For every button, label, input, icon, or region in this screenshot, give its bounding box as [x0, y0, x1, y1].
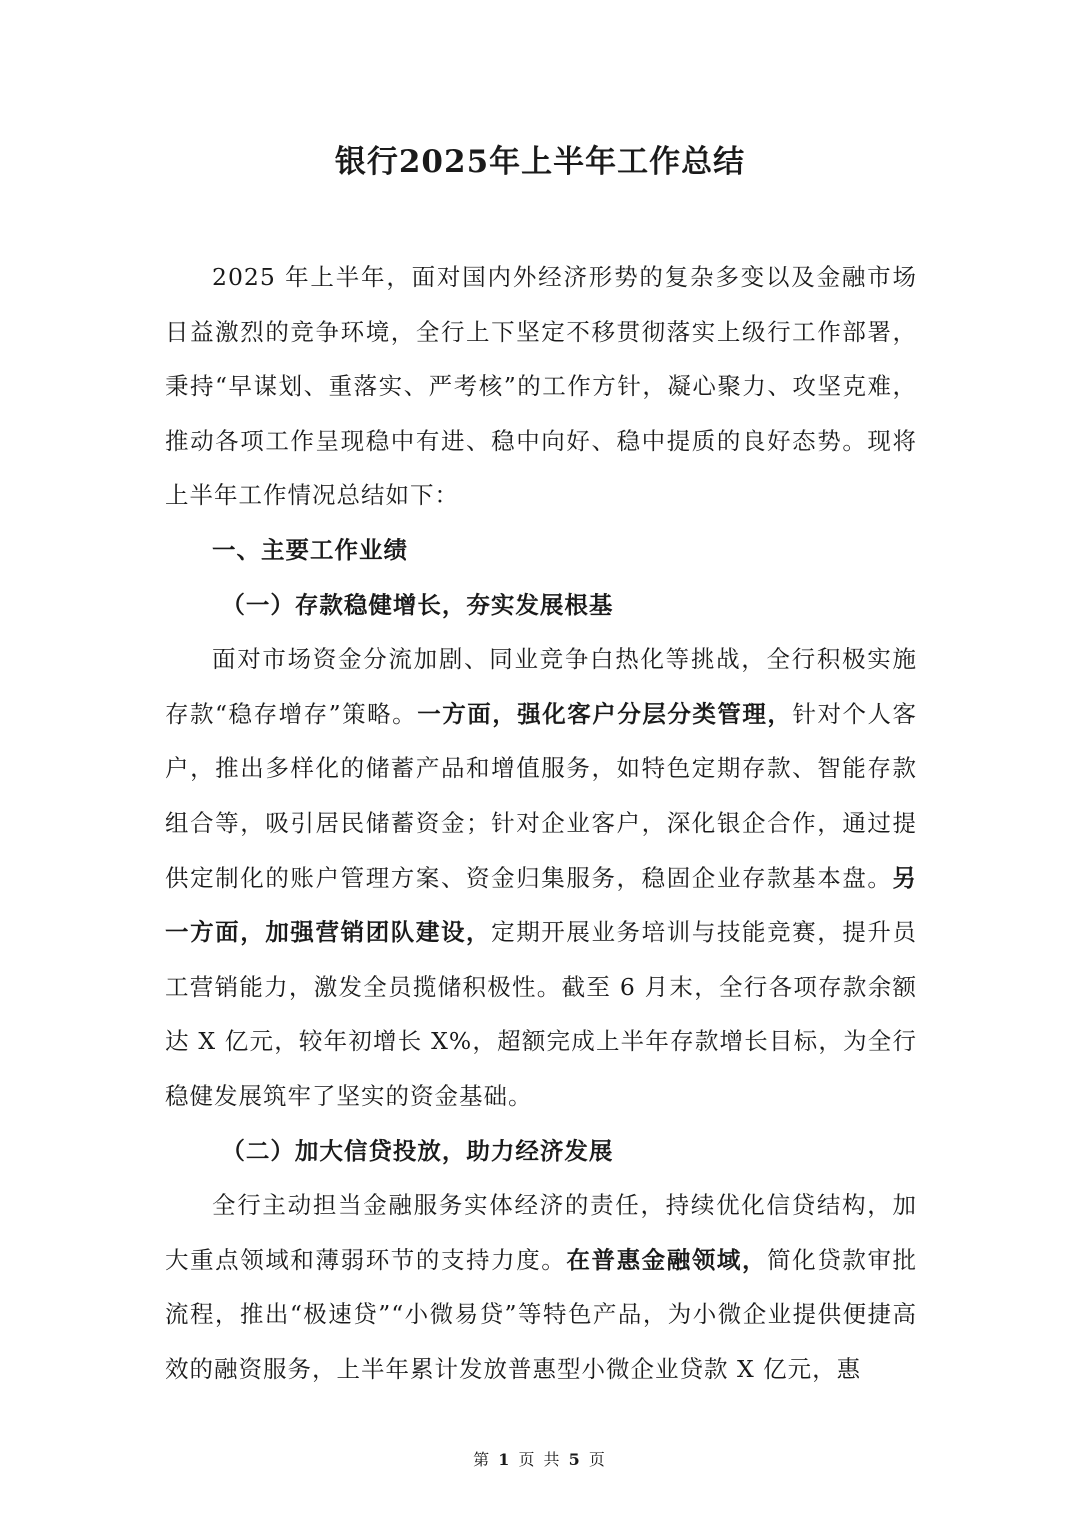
section-heading: 一、主要工作业绩 — [212, 535, 408, 564]
text-run: 面对市场资金分流加剧、同业竞争白热化等挑战，全行积极实施存款“稳存增存”策略。 — [165, 645, 917, 728]
footer-prefix: 第 — [473, 1450, 492, 1469]
document-body — [165, 250, 917, 1396]
document-title: 银行2025年上半年工作总结 — [334, 144, 746, 180]
subsection-heading-deposits: （一）存款稳健增长，夯实发展根基 — [221, 590, 614, 619]
text-run: 简化贷款审批流程，推出“极速贷”“小微易贷”等特色产品，为小微企业提供便捷高效的融资服务，上半年累计发放普惠型小微企业贷款 X 亿元，惠 — [165, 1245, 918, 1383]
bold-text-run: 另一方面，加强营销团队建设， — [165, 863, 917, 947]
total-page-number: 5 — [568, 1450, 582, 1469]
footer-suffix: 页 — [588, 1450, 607, 1469]
paragraph-deposits — [165, 632, 917, 1123]
current-page-number: 1 — [498, 1450, 512, 1469]
intro-paragraph: 2025 年上半年，面对国内外经济形势的复杂多变以及金融市场日益激烈的竞争环境，全行上下坚定不移贯彻落实上级行工作部署，秉持“早谋划、重落实、严考核”的工作方针，凝心聚力、攻坚克难，推动各项工作呈现稳中有进、稳中向好、稳中提质的良好态势。现将上半年工作情况总结如下： — [165, 263, 917, 510]
text-run: 针对个人客户，推出多样化的储蓄产品和增值服务，如特色定期存款、智能存款组合等，吸引居民储蓄资金；针对企业客户，深化银企合作，通过提供定制化的账户管理方案、资金归集服务，稳固企业存款基本盘。 — [165, 699, 917, 892]
text-run: 全行主动担当金融服务实体经济的责任，持续优化信贷结构，加大重点领域和薄弱环节的支持力度。 — [165, 1191, 917, 1274]
bold-text-run: 在普惠金融领域， — [566, 1245, 768, 1274]
paragraph-credit — [165, 1178, 917, 1396]
page-footer — [0, 1447, 1080, 1470]
bold-text-run: 一方面，强化客户分层分类管理， — [417, 699, 793, 728]
footer-middle: 页 共 — [518, 1450, 562, 1469]
text-run: 定期开展业务培训与技能竞赛，提升员工营销能力，激发全员揽储积极性。截至 6 月末，全行各项存款余额达 X 亿元，较年初增长 X%，超额完成上半年存款增长目标，为全行稳健发展筑牢了坚实的资金基础。 — [165, 918, 918, 1110]
subsection-heading-credit: （二）加大信贷投放，助力经济发展 — [221, 1136, 614, 1165]
